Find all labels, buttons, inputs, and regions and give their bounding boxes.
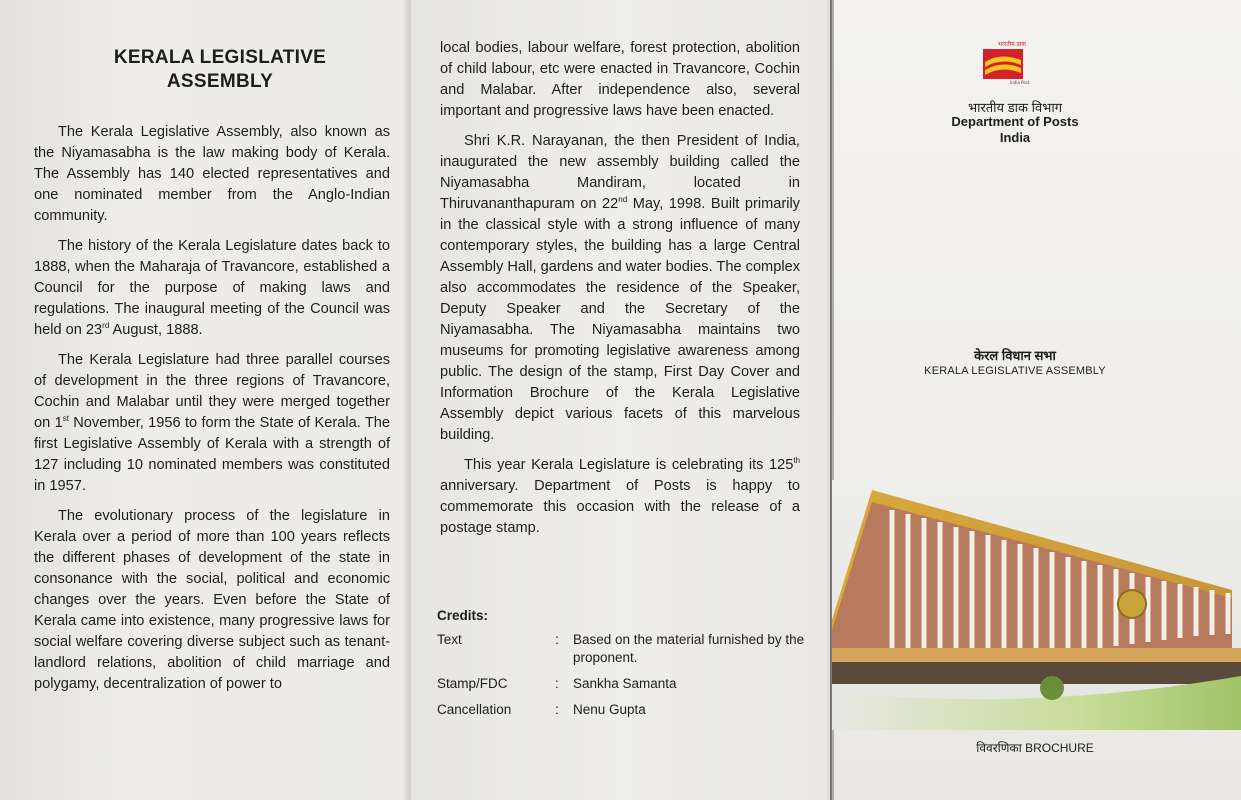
logo-english-text: India Post bbox=[1010, 80, 1030, 85]
paragraph bbox=[34, 236, 390, 341]
superscript: rd bbox=[102, 321, 110, 331]
credit-key: Text bbox=[437, 632, 462, 647]
paragraph-text: November, 1956 to form the State of Kerala. The first Legislative Assembly of Kerala with a strength of 127 including 10 nominated members was constituted in 1957. bbox=[34, 415, 390, 494]
assembly-building-photo bbox=[832, 480, 1241, 730]
paragraph-text: This year Kerala Legislature is celebrating its 125 bbox=[464, 457, 794, 473]
emblem bbox=[1118, 590, 1146, 618]
credit-separator: : bbox=[555, 702, 559, 717]
superscript: nd bbox=[618, 195, 628, 205]
credits-section bbox=[437, 608, 817, 727]
assembly-hindi-title: केरल विधान सभा bbox=[974, 348, 1056, 363]
paragraph bbox=[440, 131, 800, 446]
credit-separator: : bbox=[555, 632, 559, 647]
middle-body-text bbox=[440, 38, 800, 548]
building-lower-floor bbox=[832, 662, 1241, 684]
assembly-english-title: KERALA LEGISLATIVE ASSEMBLY bbox=[924, 365, 1106, 377]
department-country: India bbox=[999, 130, 1031, 145]
department-hindi: भारतीय डाक विभाग bbox=[967, 100, 1063, 115]
paragraph bbox=[440, 455, 800, 539]
title-line-1: KERALA LEGISLATIVE bbox=[113, 47, 327, 68]
paragraph-text: anniversary. Department of Posts is happy to commemorate this occasion with the release of a postage stamp. bbox=[440, 478, 800, 536]
credits-row bbox=[437, 631, 817, 667]
superscript: st bbox=[62, 414, 69, 424]
credit-key: Stamp/FDC bbox=[437, 676, 508, 691]
brochure-title bbox=[40, 46, 400, 94]
credit-value: Based on the material furnished by the proponent. bbox=[573, 632, 805, 665]
building-base bbox=[832, 648, 1241, 662]
credit-value: Nenu Gupta bbox=[573, 702, 646, 717]
credit-separator: : bbox=[555, 676, 559, 691]
paragraph bbox=[34, 350, 390, 497]
credits-heading: Credits: bbox=[437, 608, 489, 623]
credit-key: Cancellation bbox=[437, 702, 512, 717]
left-body-text bbox=[34, 122, 390, 704]
paragraph-text: August, 1888. bbox=[112, 322, 203, 338]
credits-row bbox=[437, 675, 817, 693]
brochure-left-panel bbox=[0, 0, 410, 800]
brochure-label bbox=[900, 739, 1170, 756]
paragraph-text: The history of the Kerala Legislature dates back to 1888, when the Maharaja of Travancore, established a Council for the purpose of making laws and regulations. The inaugural meeting of the Council was held on 23 bbox=[34, 238, 390, 338]
bush bbox=[1040, 676, 1064, 700]
brochure-hindi: विवरणिका bbox=[976, 741, 1022, 755]
department-name: Department of Posts bbox=[951, 114, 1079, 129]
paragraph-text: The Kerala Legislature had three parallel courses of development in the three regions of Travancore, Cochin and Malabar until they were merged together on 1 bbox=[34, 352, 390, 431]
fold-shadow bbox=[402, 0, 410, 800]
superscript: th bbox=[793, 456, 800, 466]
paragraph: The Kerala Legislative Assembly, also known as the Niyamasabha is the law making body of Kerala. The Assembly has 140 elected representatives and one nominated member from the Anglo-Indian community. bbox=[34, 124, 390, 224]
paragraph: local bodies, labour welfare, forest protection, abolition of child labour, etc were enacted in Travancore, Cochin and Malabar. After independence also, several important and progressive laws have been enacted. bbox=[440, 40, 800, 119]
brochure-english: BROCHURE bbox=[1025, 741, 1094, 755]
india-post-logo-icon bbox=[980, 38, 1040, 86]
paragraph-text: May, 1998. Built primarily in the classical style with a strong influence of many contemporary styles, the building has a large Central Assembly Hall, gardens and water bodies. The complex also accommodates the residence of the Speaker, Deputy Speaker and the Secretary of the Niyamasabha. The Niyamasabha maintains two museums for promoting legislative awareness among public. The design of the stamp, First Day Cover and Information Brochure of the Kerala Legislative Assembly depict various facets of this marvelous building. bbox=[440, 196, 800, 443]
paragraph-text: Shri K.R. Narayanan, the then President of India, inaugurated the new assembly building called the Niyamasabha Mandiram, located in Thiruvananthapuram on 22 bbox=[440, 133, 800, 212]
credit-value: Sankha Samanta bbox=[573, 676, 677, 691]
logo-hindi-text: भारतीय डाक bbox=[998, 41, 1026, 48]
title-line-2: ASSEMBLY bbox=[166, 71, 274, 92]
credits-row bbox=[437, 701, 817, 719]
paragraph: The evolutionary process of the legislature in Kerala over a period of more than 100 years reflects the different phases of development of the state in consonance with the social, political and economic changes over the years. Even before the State of Kerala came into existence, many progressive laws for social welfare covering diverse subject such as tenant-landlord relations, abolition of child marriage and polygamy, decentralization of power to bbox=[34, 508, 390, 692]
